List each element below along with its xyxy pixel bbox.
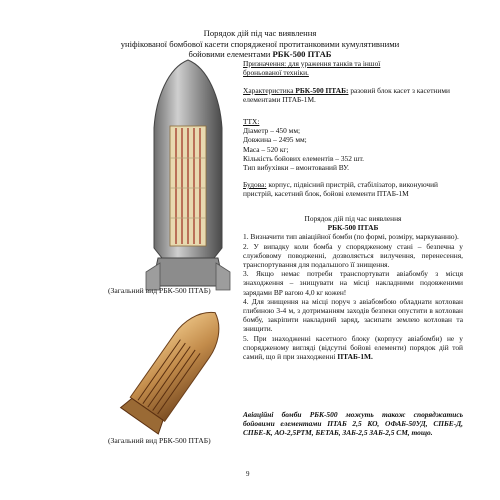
procedure-step: 3. Якщо немає потреби транспортувати авіабомбу з місця знаходження – знищувати на місці накладними подовженими зарядами ВР вагою 4,0 кг кожен!: [243, 269, 463, 297]
ttx-line: Довжина – 2495 мм;: [243, 135, 307, 145]
ttx-line: Маса – 520 кг;: [243, 144, 289, 154]
characteristic-text: разовий блок касет з касетними елементами ПТАБ-1М.: [243, 86, 450, 105]
characteristic-block: [243, 86, 463, 104]
procedure-heading-bold: РБК-500 ПТАБ: [327, 223, 379, 233]
bomb-illustration-bottom: [110, 300, 240, 440]
procedure-step-5-bold: ПТАБ-1М.: [337, 352, 373, 362]
title-line-3-prefix: бойовими елементами: [188, 49, 273, 59]
ttx-line: Кількість бойових елементів – 352 шт.: [243, 153, 364, 163]
procedure-step: 2. У випадку коли бомба у спорядженому стані – безпечна у службовому поводженні, дозволяється вилучення, перенесення, транспортування для подальшого її знищення.: [243, 241, 463, 270]
construction-text: корпус, підвісний пристрій, стабілізатор, виконуючий пристрій, касетний блок, бойові елементи ПТАБ-1М: [243, 180, 439, 199]
procedure-heading: Порядок дій під час виявлення: [304, 214, 402, 223]
document-title: [110, 28, 410, 60]
procedure-step: 4. Для знищення на місці поруч з авіабомбою обладнати котлован глибиною 3-4 м, з дотриманням заходів безпеки опустити в котлован бомбу, закріпити накладний заряд, засипати землею котлован та знищити.: [243, 296, 463, 334]
procedure-block: [243, 214, 463, 361]
page-number: 9: [246, 470, 250, 478]
note-block: Авіаційні бомби РБК-500 можуть також споряджатись бойовими елементами ПТАБ 2,5 КО, ОФАБ-50УД, СПБЕ-Д, СПБЕ-К, АО-2,5РТМ, БЕТАБ, ЗАБ-2,5 ЗАБ-2,5 СМ, тощо.: [243, 410, 463, 438]
characteristic-bold: РБК-500 ПТАБ:: [293, 86, 349, 95]
title-line-2: уніфікованої бомбової касети спорядженої протитанковими кумулятивними: [120, 38, 400, 49]
purpose-block: [243, 59, 463, 77]
procedure-step-5-text: 5. При знаходженні касетного блоку (корпусу авіабомби) не у спорядженому вигляді (відсутні бойові елементи) порядок дій той самий, що й при знаходженні: [243, 333, 463, 362]
procedure-step: 1. Визначити тип авіаційної бомби (по формі, розміру, маркуванню).: [243, 232, 459, 242]
construction-label: Будова:: [243, 180, 267, 189]
procedure-step-5: [243, 334, 463, 362]
characteristic-label: Характеристика: [243, 86, 294, 95]
ttx-line: Діаметр – 450 мм;: [243, 126, 301, 136]
ttx-label: ТТХ:: [243, 117, 260, 126]
bomb-illustration-top: [128, 58, 248, 298]
purpose-label: Призначення:: [243, 59, 287, 68]
title-line-3-bold: РБК-500 ПТАБ: [272, 49, 332, 59]
caption-top: (Загальний вид РБК-500 ПТАБ): [108, 286, 211, 295]
construction-block: [243, 180, 463, 198]
caption-bottom: (Загальний вид РБК-500 ПТАБ): [108, 436, 211, 445]
ttx-line: Тип вибухівки – вмонтований ВУ.: [243, 163, 349, 173]
title-line-1: Порядок дій під час виявлення: [203, 28, 317, 38]
purpose-text-line2: броньованої техніки.: [243, 68, 309, 78]
ttx-block: [243, 117, 463, 172]
purpose-text-line1: для ураження танків та іншої: [286, 59, 381, 68]
